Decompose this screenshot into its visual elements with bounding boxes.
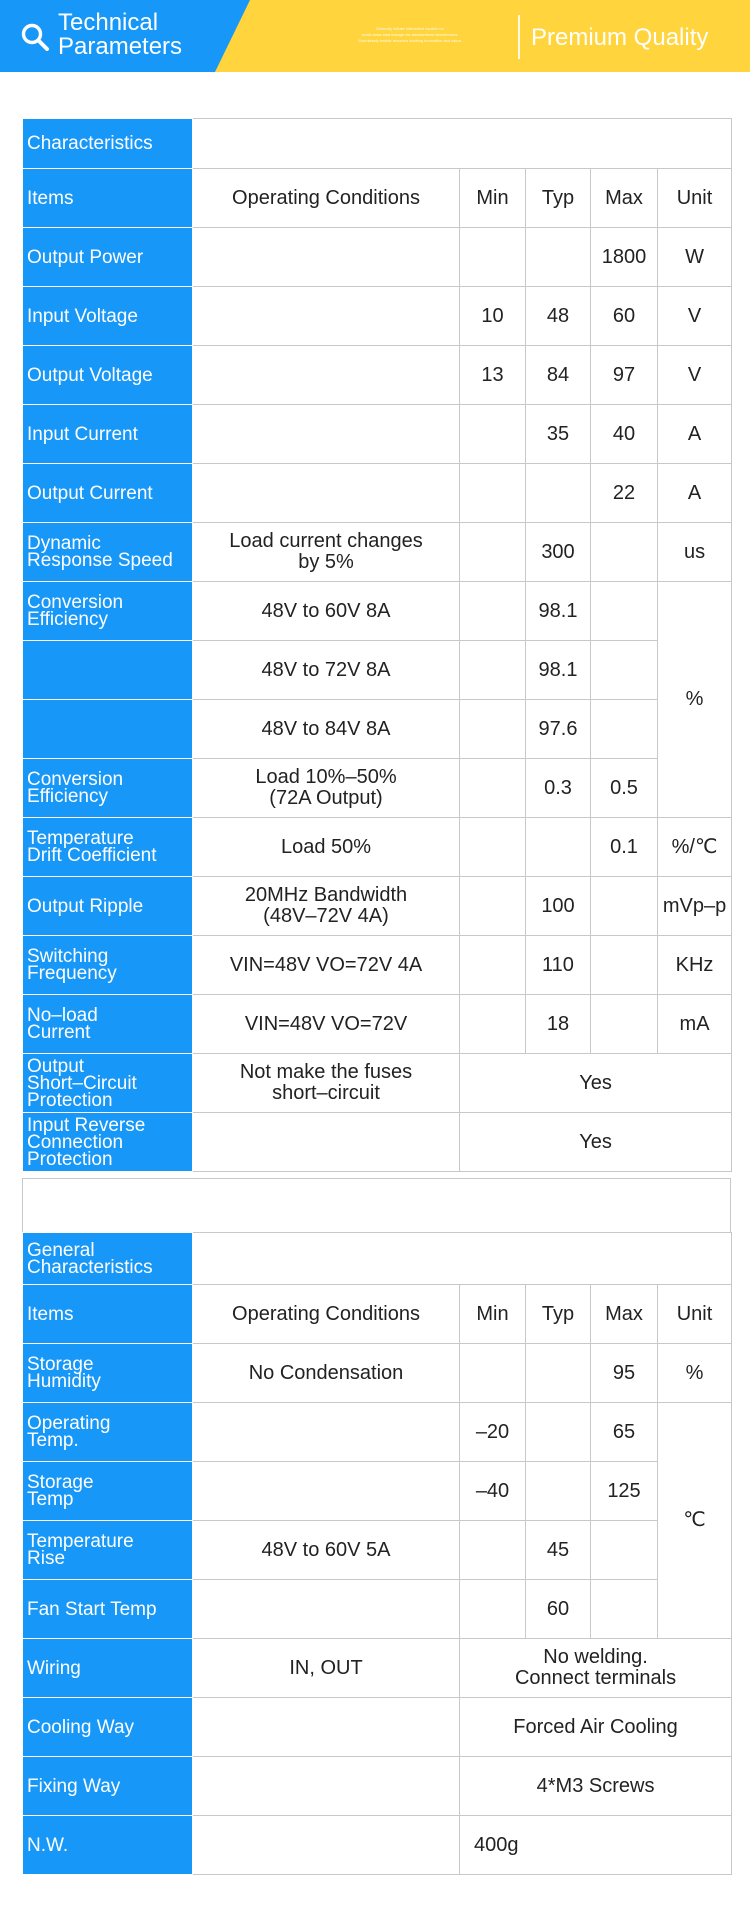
row-max bbox=[591, 936, 658, 995]
row-label-line: Operating bbox=[27, 1413, 111, 1434]
row-condition-line: by 5% bbox=[298, 551, 354, 573]
table-row bbox=[23, 1403, 732, 1462]
row-label: Output Power bbox=[23, 228, 193, 287]
table-row bbox=[23, 1054, 732, 1113]
row-typ: 97.6 bbox=[526, 700, 591, 759]
row-condition bbox=[193, 523, 460, 582]
row-unit: V bbox=[658, 346, 732, 405]
table-row bbox=[23, 405, 732, 464]
row-typ: 18 bbox=[526, 995, 591, 1054]
row-typ bbox=[526, 228, 591, 287]
row-unit: % bbox=[658, 1344, 732, 1403]
table-row bbox=[23, 877, 732, 936]
row-min bbox=[460, 1580, 526, 1639]
row-condition bbox=[193, 1698, 460, 1757]
row-condition bbox=[193, 1580, 460, 1639]
row-min: –40 bbox=[460, 1462, 526, 1521]
row-max bbox=[591, 523, 658, 582]
row-label bbox=[23, 1462, 193, 1521]
row-condition-line: Load current changes bbox=[229, 530, 423, 552]
row-min bbox=[460, 995, 526, 1054]
row-typ: 110 bbox=[526, 936, 591, 995]
row-label-line: Dynamic bbox=[27, 533, 101, 554]
row-label: Fixing Way bbox=[23, 1757, 193, 1816]
row-label bbox=[23, 641, 193, 700]
header-typ: Typ bbox=[526, 169, 591, 228]
row-typ bbox=[526, 1344, 591, 1403]
row-label-line: Storage bbox=[27, 1354, 94, 1375]
row-condition: 48V to 72V 8A bbox=[193, 641, 460, 700]
row-label-line: Conversion bbox=[27, 769, 124, 790]
row-min: 13 bbox=[460, 346, 526, 405]
table-row bbox=[23, 641, 732, 700]
row-max bbox=[591, 995, 658, 1054]
table-row bbox=[23, 523, 732, 582]
row-label: Input Voltage bbox=[23, 287, 193, 346]
row-max: 97 bbox=[591, 346, 658, 405]
row-label bbox=[23, 1403, 193, 1462]
section-label-line: General bbox=[27, 1239, 95, 1261]
table-row bbox=[23, 1757, 732, 1816]
row-condition-line: (72A Output) bbox=[269, 787, 383, 809]
table-row bbox=[23, 1580, 732, 1639]
row-label-line: Conversion bbox=[27, 592, 124, 613]
row-label-line: No–load bbox=[27, 1005, 98, 1026]
row-min bbox=[460, 818, 526, 877]
table-row bbox=[23, 228, 732, 287]
search-icon bbox=[20, 22, 50, 52]
row-condition: 48V to 84V 8A bbox=[193, 700, 460, 759]
section-label: Characteristics bbox=[23, 119, 193, 169]
row-min: –20 bbox=[460, 1403, 526, 1462]
row-label-line: Input Reverse bbox=[27, 1114, 146, 1136]
row-condition bbox=[193, 1403, 460, 1462]
row-max bbox=[591, 1580, 658, 1639]
row-condition bbox=[193, 1757, 460, 1816]
row-condition: 48V to 60V 5A bbox=[193, 1521, 460, 1580]
banner-title-line2: Parameters bbox=[58, 33, 183, 60]
row-label bbox=[23, 995, 193, 1054]
table-row bbox=[23, 1698, 732, 1757]
row-min bbox=[460, 936, 526, 995]
row-typ: 48 bbox=[526, 287, 591, 346]
header-items: Items bbox=[23, 169, 193, 228]
row-label-line: Efficiency bbox=[27, 786, 108, 807]
banner-divider bbox=[518, 15, 520, 59]
row-label-line: Response Speed bbox=[27, 550, 173, 571]
row-merged-value: Yes bbox=[460, 1113, 732, 1172]
row-condition: IN, OUT bbox=[193, 1639, 460, 1698]
row-label: Output Current bbox=[23, 464, 193, 523]
section-blank bbox=[193, 119, 732, 169]
row-typ bbox=[526, 464, 591, 523]
row-label-line: Protection bbox=[27, 1089, 113, 1111]
row-max: 0.1 bbox=[591, 818, 658, 877]
row-unit: %/℃ bbox=[658, 818, 732, 877]
row-label bbox=[23, 759, 193, 818]
row-min: 10 bbox=[460, 287, 526, 346]
row-condition: No Condensation bbox=[193, 1344, 460, 1403]
row-label-line: Storage bbox=[27, 1472, 94, 1493]
banner-fine-print-line3: Seamlessly enable resource sucking innovation and value. bbox=[358, 38, 462, 43]
row-min bbox=[460, 1521, 526, 1580]
row-max: 95 bbox=[591, 1344, 658, 1403]
row-label bbox=[23, 1054, 193, 1113]
row-min bbox=[460, 877, 526, 936]
row-merged-line: No welding. bbox=[543, 1646, 648, 1668]
row-typ bbox=[526, 1462, 591, 1521]
section-blank bbox=[193, 1233, 732, 1285]
row-unit: us bbox=[658, 523, 732, 582]
row-label bbox=[23, 523, 193, 582]
row-label-line: Temperature bbox=[27, 828, 134, 849]
row-max bbox=[591, 582, 658, 641]
table-row bbox=[23, 1816, 732, 1875]
row-label-line: Frequency bbox=[27, 963, 117, 984]
row-min bbox=[460, 464, 526, 523]
table-row bbox=[23, 995, 732, 1054]
row-condition: VIN=48V VO=72V bbox=[193, 995, 460, 1054]
row-label bbox=[23, 700, 193, 759]
section-row bbox=[23, 1233, 732, 1285]
row-label-line: Rise bbox=[27, 1548, 66, 1569]
table-row bbox=[23, 1344, 732, 1403]
row-condition: VIN=48V VO=72V 4A bbox=[193, 936, 460, 995]
banner-fine-print bbox=[315, 26, 505, 44]
row-unit: % bbox=[658, 582, 732, 818]
banner-fine-print-line2: world-class total linkage via standardized benchmarks. bbox=[361, 32, 459, 37]
row-unit: V bbox=[658, 287, 732, 346]
row-condition-line: Not make the fuses bbox=[239, 1061, 413, 1083]
row-max bbox=[591, 877, 658, 936]
header-max: Max bbox=[591, 169, 658, 228]
section-row bbox=[23, 119, 732, 169]
row-typ bbox=[526, 1403, 591, 1462]
row-min bbox=[460, 405, 526, 464]
row-label-line: Output bbox=[27, 1055, 85, 1077]
row-max: 40 bbox=[591, 405, 658, 464]
row-typ: 100 bbox=[526, 877, 591, 936]
banner-title-line1: Technical bbox=[58, 9, 159, 36]
table-row bbox=[23, 287, 732, 346]
row-min bbox=[460, 641, 526, 700]
table-row bbox=[23, 700, 732, 759]
row-label bbox=[23, 582, 193, 641]
row-condition bbox=[193, 1462, 460, 1521]
row-min bbox=[460, 1344, 526, 1403]
row-condition: 48V to 60V 8A bbox=[193, 582, 460, 641]
row-merged-value: Yes bbox=[460, 1054, 732, 1113]
row-max: 125 bbox=[591, 1462, 658, 1521]
row-label: Input Current bbox=[23, 405, 193, 464]
row-label-line: Temp. bbox=[27, 1430, 79, 1451]
row-label bbox=[23, 1344, 193, 1403]
row-typ: 60 bbox=[526, 1580, 591, 1639]
row-unit: A bbox=[658, 464, 732, 523]
general-characteristics-table bbox=[22, 1232, 732, 1875]
row-min bbox=[460, 700, 526, 759]
row-condition: Load 50% bbox=[193, 818, 460, 877]
row-label-line: Current bbox=[27, 1022, 91, 1043]
header-row bbox=[23, 1285, 732, 1344]
row-label: Wiring bbox=[23, 1639, 193, 1698]
row-label-line: Temp bbox=[27, 1489, 74, 1510]
row-condition bbox=[193, 759, 460, 818]
row-condition-line: 20MHz Bandwidth bbox=[244, 884, 408, 906]
row-max bbox=[591, 641, 658, 700]
row-typ: 98.1 bbox=[526, 641, 591, 700]
header-typ: Typ bbox=[526, 1285, 591, 1344]
row-min bbox=[460, 582, 526, 641]
section-label-line: Characteristics bbox=[27, 1256, 153, 1278]
header-unit: Unit bbox=[658, 169, 732, 228]
row-min bbox=[460, 228, 526, 287]
row-condition bbox=[193, 1816, 460, 1875]
table-row bbox=[23, 759, 732, 818]
row-condition bbox=[193, 228, 460, 287]
row-max: 1800 bbox=[591, 228, 658, 287]
row-condition-line: (48V–72V 4A) bbox=[263, 905, 389, 927]
row-label-line: Connection bbox=[27, 1131, 124, 1153]
row-label-line: Protection bbox=[27, 1148, 113, 1170]
row-condition bbox=[193, 1113, 460, 1172]
row-label-line: Switching bbox=[27, 946, 109, 967]
row-label: Cooling Way bbox=[23, 1698, 193, 1757]
row-merged-value: Forced Air Cooling bbox=[460, 1698, 732, 1757]
row-unit: mA bbox=[658, 995, 732, 1054]
row-unit: ℃ bbox=[658, 1403, 732, 1639]
row-condition bbox=[193, 877, 460, 936]
row-label-line: Short–Circuit bbox=[27, 1072, 137, 1094]
banner-quality-text: Premium Quality bbox=[531, 24, 709, 51]
row-typ: 84 bbox=[526, 346, 591, 405]
header-conditions: Operating Conditions bbox=[193, 169, 460, 228]
table-row bbox=[23, 1113, 732, 1172]
row-merged-line: Connect terminals bbox=[514, 1667, 677, 1689]
row-unit: A bbox=[658, 405, 732, 464]
row-min bbox=[460, 759, 526, 818]
row-label-line: Efficiency bbox=[27, 609, 108, 630]
row-label bbox=[23, 936, 193, 995]
row-max: 22 bbox=[591, 464, 658, 523]
row-label bbox=[23, 818, 193, 877]
table-row bbox=[23, 346, 732, 405]
row-typ: 45 bbox=[526, 1521, 591, 1580]
header-row bbox=[23, 169, 732, 228]
row-typ: 35 bbox=[526, 405, 591, 464]
header-items: Items bbox=[23, 1285, 193, 1344]
header-banner bbox=[0, 0, 750, 72]
row-condition-line: Load 10%–50% bbox=[255, 766, 397, 788]
row-max: 60 bbox=[591, 287, 658, 346]
row-label: Fan Start Temp bbox=[23, 1580, 193, 1639]
row-condition bbox=[193, 405, 460, 464]
row-min bbox=[460, 523, 526, 582]
row-label bbox=[23, 1113, 193, 1172]
row-max: 65 bbox=[591, 1403, 658, 1462]
row-merged-value: 4*M3 Screws bbox=[460, 1757, 732, 1816]
row-max: 0.5 bbox=[591, 759, 658, 818]
row-label: Output Ripple bbox=[23, 877, 193, 936]
table-row bbox=[23, 464, 732, 523]
row-condition bbox=[193, 287, 460, 346]
row-label bbox=[23, 1521, 193, 1580]
row-unit: KHz bbox=[658, 936, 732, 995]
row-label-line: Temperature bbox=[27, 1531, 134, 1552]
banner-title bbox=[58, 11, 182, 59]
row-label-line: Humidity bbox=[27, 1371, 101, 1392]
row-condition bbox=[193, 464, 460, 523]
row-max bbox=[591, 1521, 658, 1580]
row-condition bbox=[193, 1054, 460, 1113]
row-unit: W bbox=[658, 228, 732, 287]
table-row bbox=[23, 1639, 732, 1698]
table-row bbox=[23, 1521, 732, 1580]
table-row bbox=[23, 1462, 732, 1521]
row-typ: 0.3 bbox=[526, 759, 591, 818]
row-merged-value: 400g bbox=[460, 1816, 732, 1875]
row-merged-value bbox=[460, 1639, 732, 1698]
row-typ: 98.1 bbox=[526, 582, 591, 641]
row-unit: mVp–p bbox=[658, 877, 732, 936]
header-min: Min bbox=[460, 1285, 526, 1344]
row-typ bbox=[526, 818, 591, 877]
section-label bbox=[23, 1233, 193, 1285]
row-condition bbox=[193, 346, 460, 405]
table-row bbox=[23, 936, 732, 995]
header-min: Min bbox=[460, 169, 526, 228]
header-conditions: Operating Conditions bbox=[193, 1285, 460, 1344]
row-label: Output Voltage bbox=[23, 346, 193, 405]
row-label: N.W. bbox=[23, 1816, 193, 1875]
characteristics-table bbox=[22, 118, 732, 1172]
header-max: Max bbox=[591, 1285, 658, 1344]
row-max bbox=[591, 700, 658, 759]
row-typ: 300 bbox=[526, 523, 591, 582]
row-label-line: Drift Coefficient bbox=[27, 845, 157, 866]
banner-fine-print-line1: Distinctly initiate interactive models for bbox=[376, 26, 444, 31]
section-spacer bbox=[22, 1178, 731, 1234]
header-unit: Unit bbox=[658, 1285, 732, 1344]
table-row bbox=[23, 818, 732, 877]
table-row bbox=[23, 582, 732, 641]
row-condition-line: short–circuit bbox=[272, 1082, 380, 1104]
